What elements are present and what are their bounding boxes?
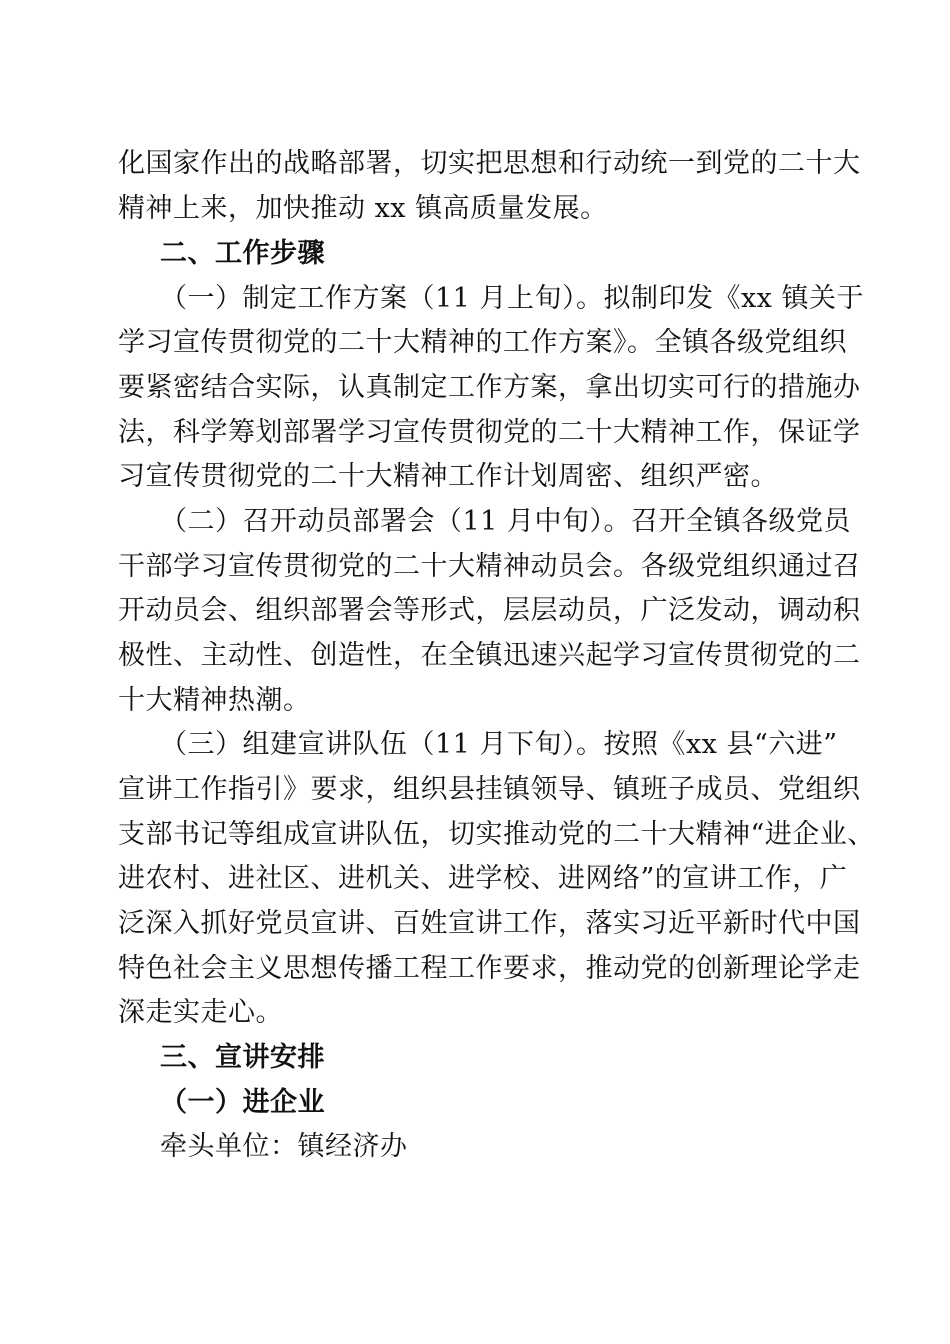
body-text-line: 习宣传贯彻党的二十大精神工作计划周密、组织严密。 <box>118 461 778 492</box>
body-text-line: 干部学习宣传贯彻党的二十大精神动员会。各级党组织通过召 <box>118 551 861 582</box>
body-text-line: 牵头单位：镇经济办 <box>160 1131 408 1162</box>
body-text-line: 宣讲工作指引》要求，组织县挂镇领导、镇班子成员、党组织 <box>118 774 861 805</box>
body-text-line: （三）组建宣讲队伍（11 月下旬）。按照《xx 县“六进” <box>160 729 838 760</box>
body-text-line: （一）制定工作方案（11 月上旬）。拟制印发《xx 镇关于 <box>160 283 864 314</box>
body-text-line: 开动员会、组织部署会等形式，层层动员，广泛发动，调动积 <box>118 595 861 626</box>
body-text-line: 要紧密结合实际，认真制定工作方案，拿出切实可行的措施办 <box>118 372 861 403</box>
section-heading: 二、工作步骤 <box>160 238 325 269</box>
body-text-line: （二）召开动员部署会（11 月中旬）。召开全镇各级党员 <box>160 506 851 537</box>
body-text-line: 化国家作出的战略部署，切实把思想和行动统一到党的二十大 <box>118 148 861 179</box>
body-text-line: 法，科学筹划部署学习宣传贯彻党的二十大精神工作，保证学 <box>118 417 861 448</box>
body-text-line: 特色社会主义思想传播工程工作要求，推动党的创新理论学走 <box>118 953 861 984</box>
body-text-line: 十大精神热潮。 <box>118 685 311 716</box>
body-text-line: 学习宣传贯彻党的二十大精神的工作方案》。全镇各级党组织 <box>118 327 847 358</box>
body-text-line: 精神上来，加快推动 xx 镇高质量发展。 <box>118 193 608 224</box>
body-text-line: 泛深入抓好党员宣讲、百姓宣讲工作，落实习近平新时代中国 <box>118 908 861 939</box>
subsection-heading: （一）进企业 <box>160 1087 325 1118</box>
body-text-line: 进农村、进社区、进机关、进学校、进网络”的宣讲工作，广 <box>118 863 848 894</box>
body-text-line: 深走实走心。 <box>118 997 283 1028</box>
section-heading: 三、宣讲安排 <box>160 1042 325 1073</box>
body-text-line: 极性、主动性、创造性，在全镇迅速兴起学习宣传贯彻党的二 <box>118 640 861 671</box>
body-text-line: 支部书记等组成宣讲队伍，切实推动党的二十大精神“进企业、 <box>118 819 875 850</box>
